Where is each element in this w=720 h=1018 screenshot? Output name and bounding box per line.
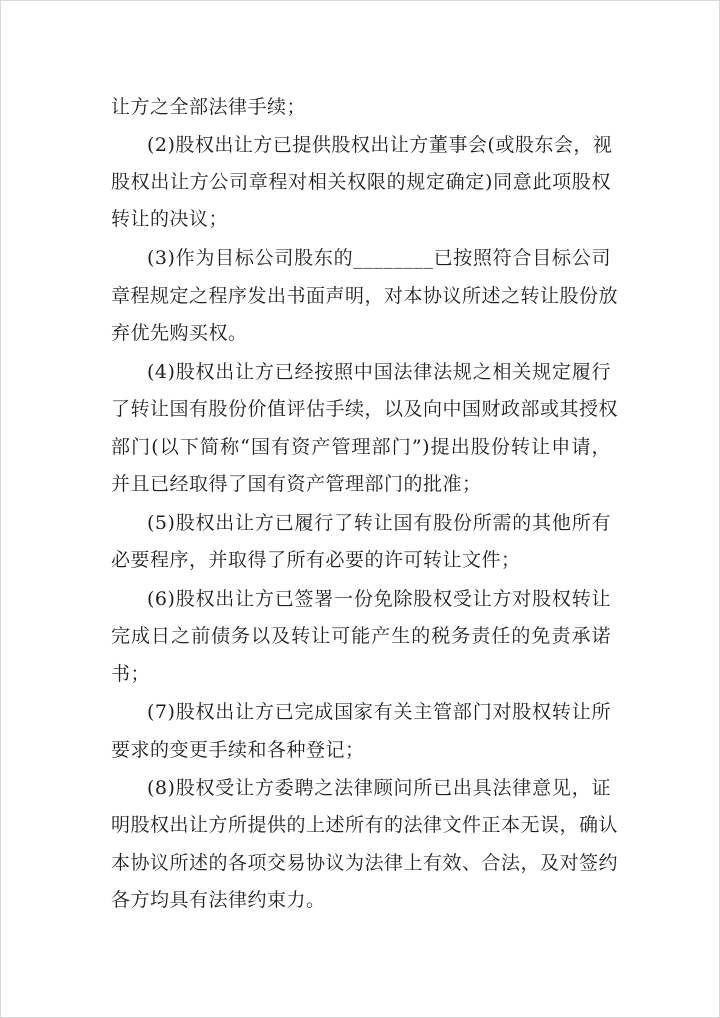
text-line: 各方均具有法律约束力。: [111, 889, 326, 911]
text-line: 转让的决议；: [111, 208, 229, 230]
text-line: 完成日之前债务以及转让可能产生的税务责任的免责承诺: [111, 625, 611, 647]
text-line: 本协议所述的各项交易协议为法律上有效、合法，及对签约: [111, 852, 619, 874]
text-line: (5)股权出让方已履行了转让国有股份所需的其他所有: [147, 512, 611, 534]
text-line: 明股权出让方所提供的上述所有的法律文件正本无误，确认: [111, 814, 619, 836]
text-line: 章程规定之程序发出书面声明，对本协议所述之转让股份放: [111, 285, 619, 307]
text-line: 了转让国有股份价值评估手续，以及向中国财政部或其授权: [111, 398, 619, 420]
text-line: 股权出让方公司章程对相关权限的规定确定)同意此项股权: [111, 171, 611, 193]
text-line: 弃优先购买权。: [111, 322, 248, 344]
text-line: (8)股权受让方委聘之法律顾问所已出具法律意见，证: [147, 777, 611, 799]
text-line: 书；: [111, 663, 151, 685]
text-line: (4)股权出让方已经按照中国法律法规之相关规定履行: [147, 361, 611, 383]
text-line: (3)作为目标公司股东的________已按照符合目标公司: [147, 247, 611, 269]
text-line: 必要程序，并取得了所有必要的许可转让文件；: [111, 549, 521, 571]
text-line: 并且已经取得了国有资产管理部门的批准；: [111, 473, 482, 495]
text-line: 要求的变更手续和各种登记；: [111, 739, 365, 761]
text-line: 让方之全部法律手续；: [111, 96, 307, 118]
text-line: (2)股权出让方已提供股权出让方董事会(或股东会，视: [147, 134, 613, 156]
text-line: 部门(以下简称“国有资产管理部门”)提出股份转让申请，: [111, 436, 611, 458]
text-line: (7)股权出让方已完成国家有关主管部门对股权转让所: [147, 701, 611, 723]
text-line: (6)股权出让方已签署一份免除股权受让方对股权转让: [147, 588, 611, 610]
